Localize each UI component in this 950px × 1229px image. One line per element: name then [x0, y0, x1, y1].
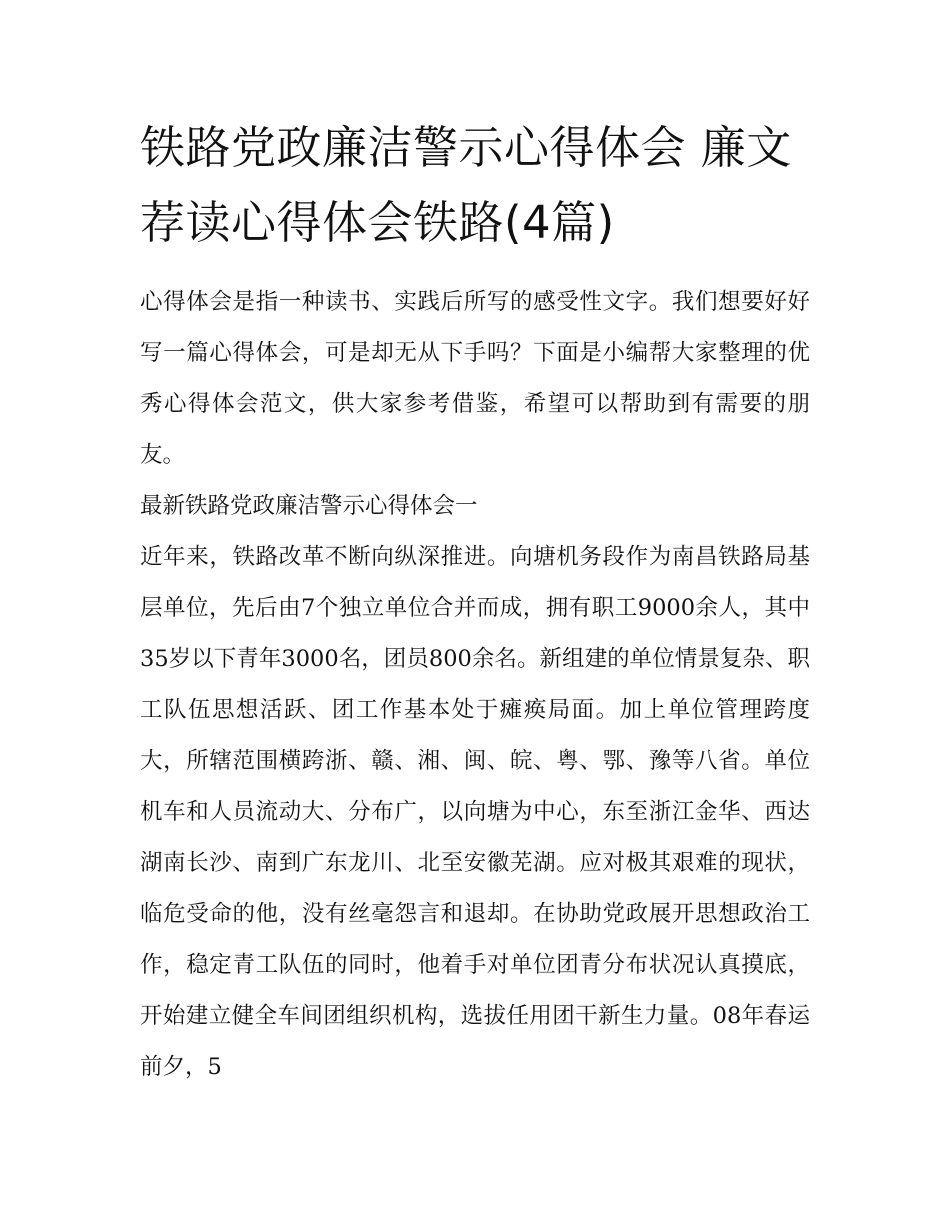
document-title: 铁路党政廉洁警示心得体会 廉文荐读心得体会铁路(4篇) [140, 121, 792, 249]
body-paragraph: 近年来，铁路改革不断向纵深推进。向塘机务段作为南昌铁路局基层单位，先后由7个独立单位合并而成，拥有职工9000余人，其中35岁以下青年3000名，团员800余名。新组建的单位情景复杂、职工队伍思想活跃、团工作基本处于瘫痪局面。加上单位管理跨度大，所辖范围横跨浙、赣、湘、闽、皖、粤、鄂、豫等八省。单位机车和人员流动大、分布广，以向塘为中心，东至浙江金华、西达湖南长沙、南到广东龙川、北至安徽芜湖。应对极其艰难的现状，临危受命的他，没有丝毫怨言和退却。在协助党政展开思想政治工作，稳定青工队伍的同时，他着手对单位团青分布状况认真摸底，开始建立健全车间团组织机构，选拔任用团干新生力量。08年春运前夕，5 [140, 544, 810, 1080]
section-heading: 最新铁路党政廉洁警示心得体会一 [140, 493, 478, 519]
document-content [140, 110, 810, 1093]
intro-paragraph: 心得体会是指一种读书、实践后所写的感受性文字。我们想要好好写一篇心得体会，可是却无从下手吗？下面是小编帮大家整理的优秀心得体会范文，供大家参考借鉴，希望可以帮助到有需要的朋友。 [140, 289, 810, 468]
